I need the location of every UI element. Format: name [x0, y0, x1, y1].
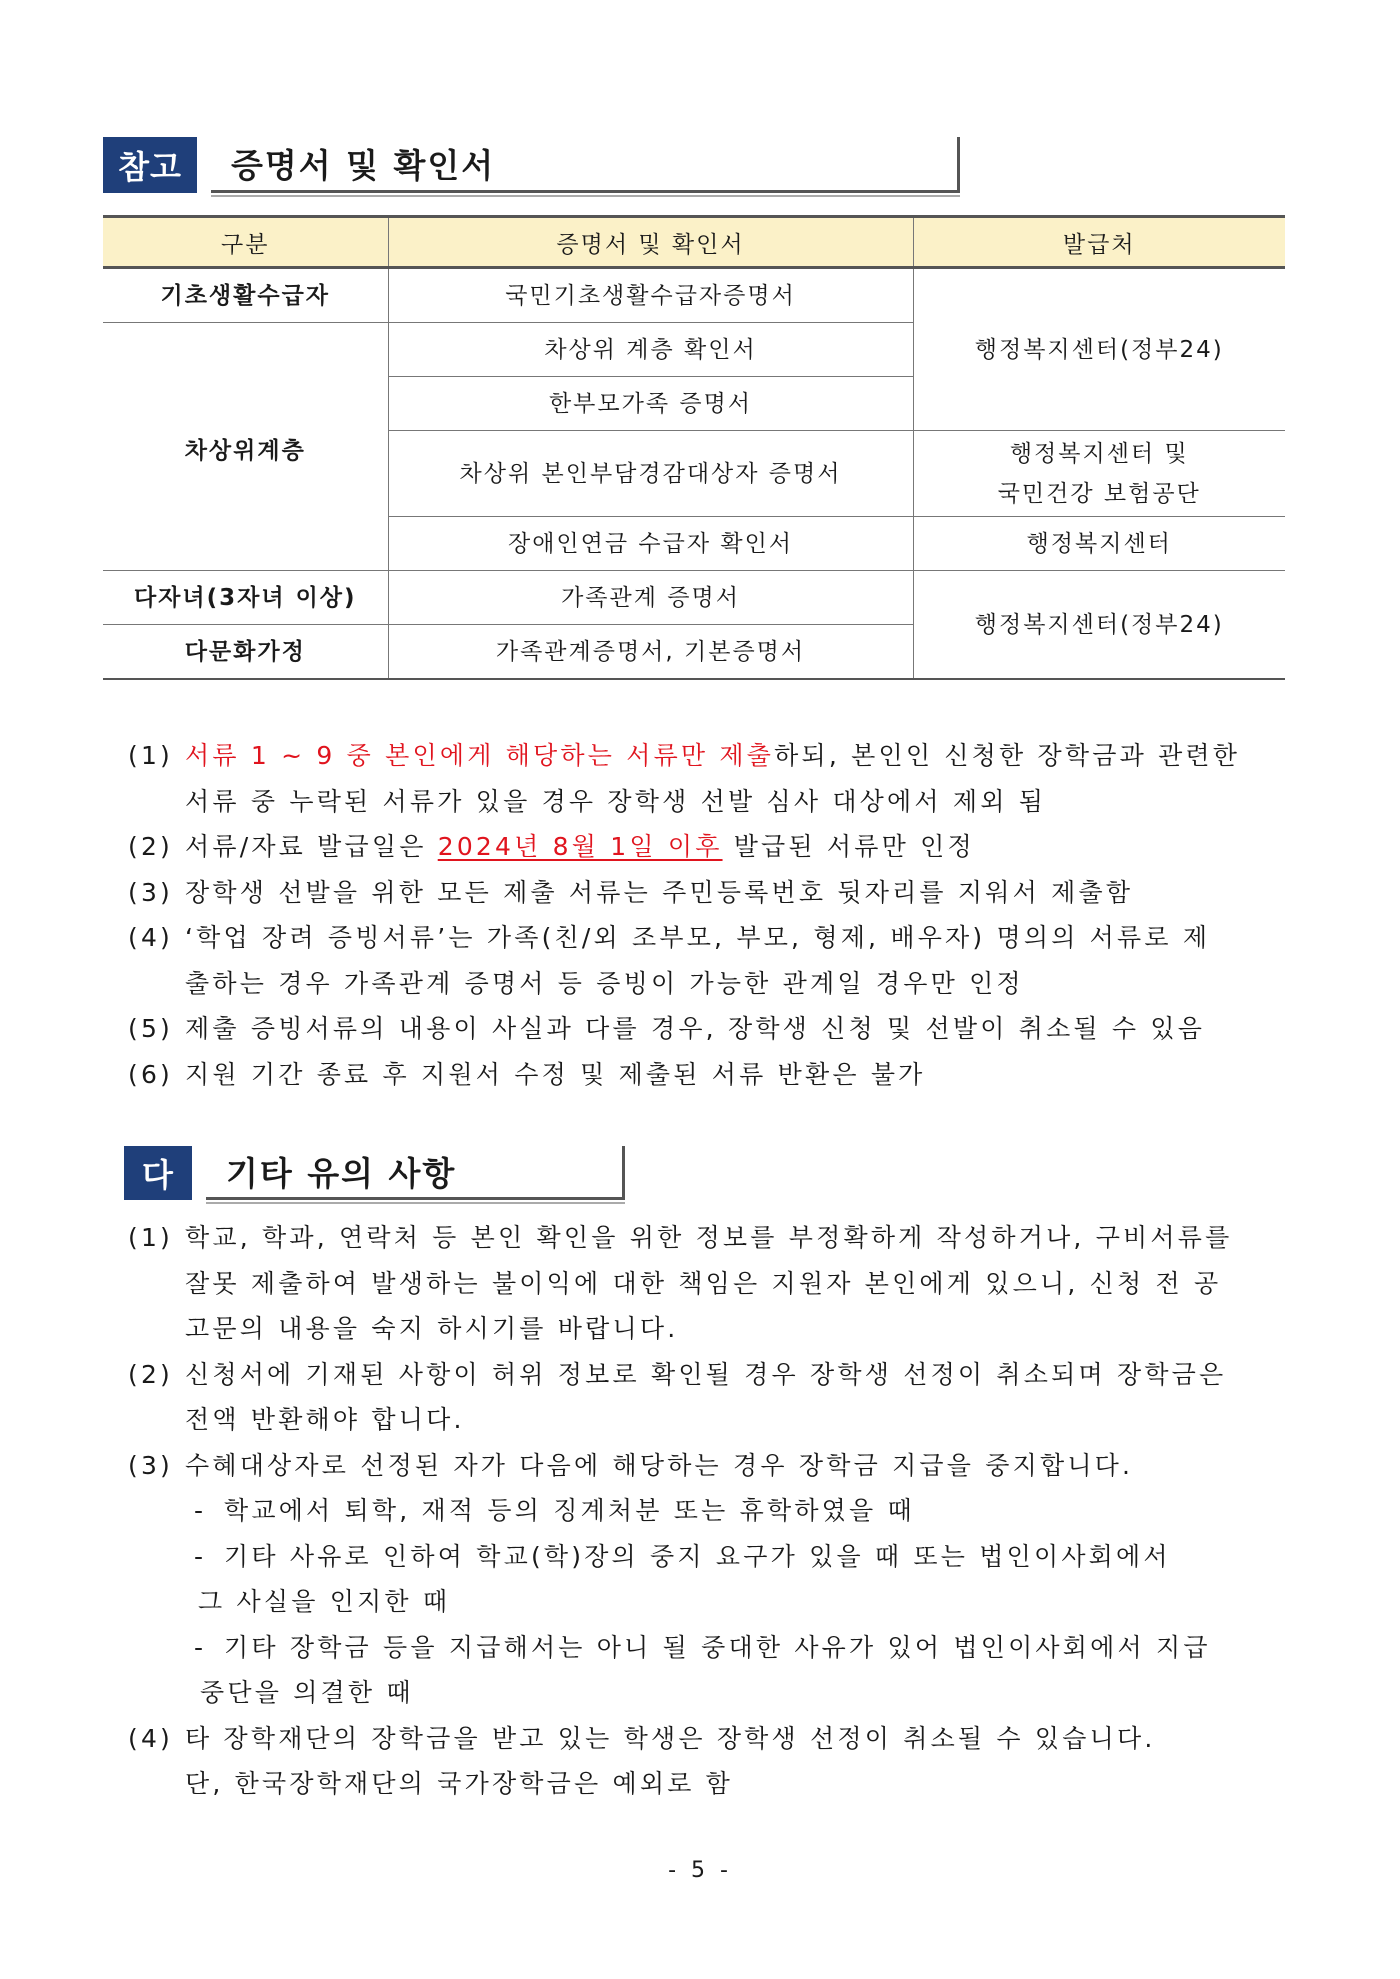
- item-text-post: 발급된 서류만 인정: [722, 832, 975, 861]
- document-cell: 장애인연금 수급자 확인서: [388, 517, 913, 571]
- sub-item: [128, 1488, 1308, 1534]
- item-text-rest: 하되, 본인인 신청한 장학금과 관련한: [774, 741, 1241, 770]
- section-heading-reference: [103, 137, 960, 193]
- header-document: 증명서 및 확인서: [388, 217, 913, 268]
- issuer-line: 국민건강 보험공단: [997, 480, 1201, 507]
- notes-list: [128, 733, 1308, 1097]
- document-cell: 가족관계증명서, 기본증명서: [388, 625, 913, 680]
- document-cell: 차상위 본인부담경감대상자 증명서: [388, 431, 913, 517]
- dash-marker: -: [194, 1541, 207, 1571]
- item-text: 제출 증빙서류의 내용이 사실과 다를 경우, 장학생 신청 및 선발이 취소될 수 있음: [185, 1014, 1206, 1043]
- table-row: [103, 571, 1285, 625]
- category-cell: 차상위계층: [103, 323, 388, 571]
- list-item-continuation: 잘못 제출하여 발생하는 불이익에 대한 책임은 지원자 본인에게 있으니, 신청 전 공: [185, 1268, 1222, 1298]
- section-heading-etc: [124, 1146, 625, 1200]
- list-item: [128, 1443, 1308, 1489]
- list-item: [128, 915, 1308, 961]
- item-text: 타 장학재단의 장학금을 받고 있는 학생은 장학생 선정이 취소될 수 있습니다.: [185, 1723, 1156, 1753]
- issuer-cell: [913, 431, 1285, 517]
- category-cell: 기초생활수급자: [103, 268, 388, 323]
- list-item: [128, 1215, 1308, 1261]
- item-text: 학교, 학과, 연락처 등 본인 확인을 위한 정보를 부정확하게 작성하거나, 구비서류를: [185, 1223, 1233, 1252]
- section-tag: 다: [124, 1146, 192, 1200]
- item-number: (2): [128, 1359, 174, 1389]
- list-item-continuation: 고문의 내용을 숙지 하시기를 바랍니다.: [185, 1314, 679, 1343]
- list-item: [128, 733, 1308, 779]
- list-item: [128, 1006, 1308, 1052]
- list-item: [128, 1052, 1308, 1098]
- certificate-table: [103, 215, 1285, 680]
- issuer-cell: 행정복지센터(정부24): [913, 571, 1285, 680]
- list-item-continuation: 출하는 경우 가족관계 증명서 등 증빙이 가능한 관계일 경우만 인정: [185, 968, 1024, 998]
- highlight-text: 서류 1 ~ 9 중 본인에게 해당하는 서류만 제출: [185, 741, 775, 770]
- document-cell: 가족관계 증명서: [388, 571, 913, 625]
- item-number: (2): [128, 832, 174, 861]
- section-title: 증명서 및 확인서: [211, 137, 960, 193]
- header-category: 구분: [103, 217, 388, 268]
- item-text-pre: 서류/자료 발급일은: [185, 832, 438, 861]
- list-item: [128, 824, 1308, 870]
- list-item-continuation: 단, 한국장학재단의 국가장학금은 예외로 함: [185, 1769, 734, 1798]
- sub-item-text: 기타 장학금 등을 지급해서는 아니 될 중대한 사유가 있어 법인이사회에서 지급: [224, 1632, 1211, 1662]
- list-item: [128, 1352, 1308, 1398]
- section-title: 기타 유의 사항: [206, 1146, 625, 1200]
- issuer-cell: 행정복지센터: [913, 517, 1285, 571]
- item-number: (1): [128, 741, 174, 770]
- header-issuer: 발급처: [913, 217, 1285, 268]
- page-number: - 5 -: [668, 1858, 732, 1883]
- etc-list: [128, 1215, 1308, 1807]
- sub-item-text: 학교에서 퇴학, 재적 등의 징계처분 또는 휴학하였을 때: [224, 1496, 915, 1525]
- category-cell: 다자녀(3자녀 이상): [103, 571, 388, 625]
- sub-item: [128, 1534, 1308, 1580]
- issuer-cell: 행정복지센터(정부24): [913, 268, 1285, 431]
- sub-item-continuation: 그 사실을 인지한 때: [198, 1587, 451, 1616]
- item-text: 장학생 선발을 위한 모든 제출 서류는 주민등록번호 뒷자리를 지워서 제출함: [185, 877, 1134, 907]
- item-text: 지원 기간 종료 후 지원서 수정 및 제출된 서류 반환은 불가: [185, 1059, 926, 1089]
- item-number: (1): [128, 1223, 174, 1252]
- issuer-line: 행정복지센터 및: [1009, 440, 1189, 467]
- sub-item-text: 기타 사유로 인하여 학교(학)장의 중지 요구가 있을 때 또는 법인이사회에서: [224, 1541, 1171, 1571]
- item-number: (3): [128, 877, 174, 907]
- table-row: [103, 268, 1285, 323]
- sub-item-continuation: 중단을 의결한 때: [200, 1678, 414, 1707]
- highlight-date: 2024년 8월 1일 이후: [437, 832, 723, 861]
- document-cell: 국민기초생활수급자증명서: [388, 268, 913, 323]
- item-number: (4): [128, 1723, 174, 1753]
- dash-marker: -: [194, 1632, 207, 1662]
- item-text: [185, 733, 1308, 779]
- document-cell: 한부모가족 증명서: [388, 377, 913, 431]
- sub-item: [128, 1625, 1308, 1671]
- category-cell: 다문화가정: [103, 625, 388, 680]
- item-text: [185, 824, 1308, 870]
- list-item: [128, 870, 1308, 916]
- item-text: 신청서에 기재된 사항이 허위 정보로 확인될 경우 장학생 선정이 취소되며 장학금은: [185, 1359, 1227, 1389]
- item-number: (4): [128, 923, 174, 952]
- item-text: 수혜대상자로 선정된 자가 다음에 해당하는 경우 장학금 지급을 중지합니다.: [185, 1450, 1134, 1480]
- list-item-continuation: 서류 중 누락된 서류가 있을 경우 장학생 선발 심사 대상에서 제외 됨: [185, 786, 1047, 816]
- list-item: [128, 1716, 1308, 1762]
- item-number: (5): [128, 1014, 174, 1043]
- table-header-row: [103, 217, 1285, 268]
- list-item-continuation: 전액 반환해야 합니다.: [185, 1405, 465, 1434]
- item-number: (3): [128, 1450, 174, 1480]
- item-number: (6): [128, 1059, 174, 1089]
- document-cell: 차상위 계층 확인서: [388, 323, 913, 377]
- item-text: ‘학업 장려 증빙서류’는 가족(친/외 조부모, 부모, 형제, 배우자) 명의의 서류로 제: [185, 923, 1211, 952]
- section-tag: 참고: [103, 137, 197, 193]
- dash-marker: -: [194, 1496, 207, 1525]
